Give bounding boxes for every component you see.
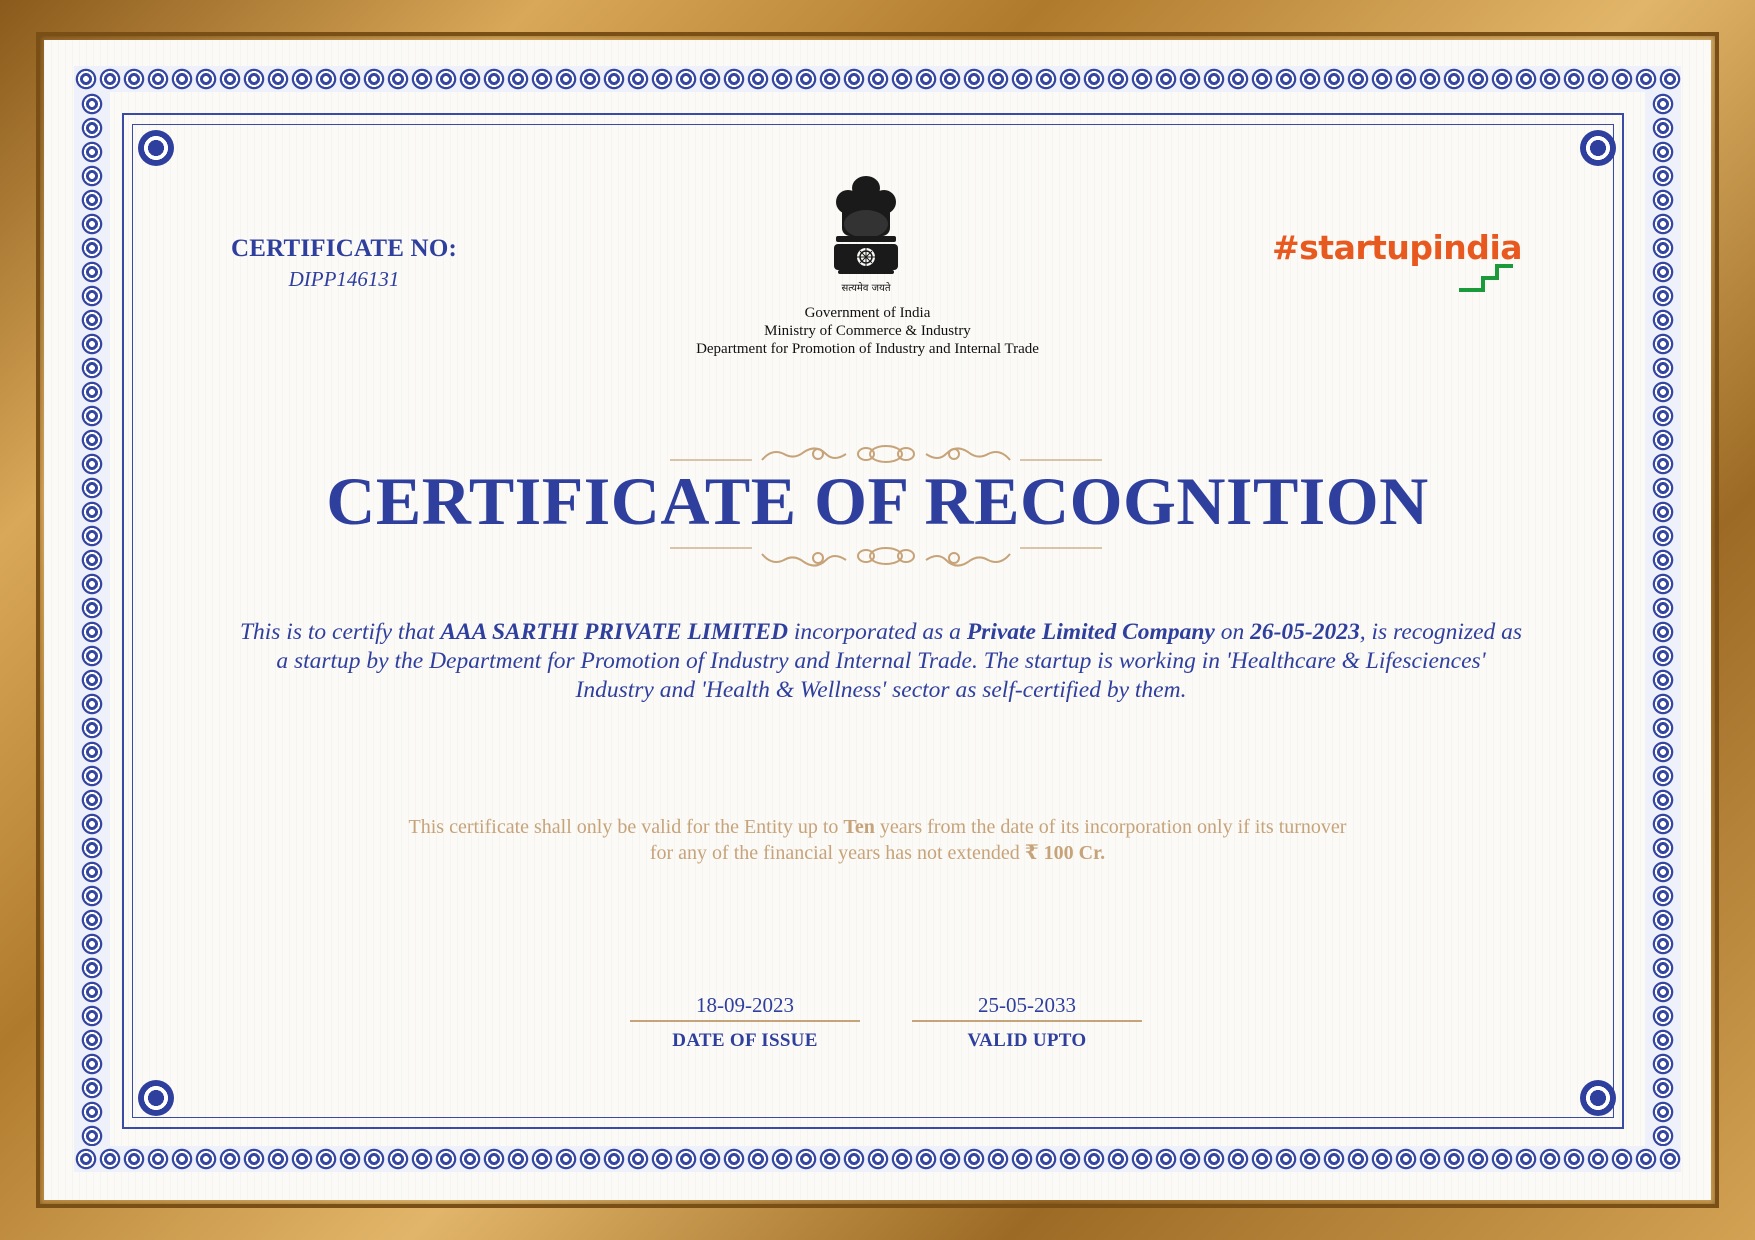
valid-upto-label: VALID UPTO	[967, 1030, 1087, 1051]
ornament-border-bottom	[74, 1146, 1681, 1172]
corner-ornament-icon	[138, 1080, 174, 1116]
corner-ornament-icon	[1580, 1080, 1616, 1116]
emblem-motto: सत्यमेव जयते	[841, 283, 891, 294]
turnover-limit: ₹ 100 Cr.	[1024, 842, 1106, 864]
statement-text-3: on	[1214, 619, 1251, 645]
valid-upto-divider	[912, 1020, 1142, 1022]
issue-date-divider	[630, 1020, 860, 1022]
certificate-number-value: DIPP146131	[288, 267, 400, 291]
bottom-flourish-icon	[670, 540, 1102, 568]
validity-text-1: This certificate shall only be valid for the Entity up to	[408, 816, 844, 838]
issuer-line-1: Government of India	[804, 305, 931, 321]
statement-text-2: incorporated as a	[787, 619, 967, 645]
statement-text-1: This is to certify that	[239, 619, 441, 645]
ornament-border-top	[74, 66, 1681, 92]
corner-ornament-icon	[1580, 130, 1616, 166]
issue-date-block	[630, 990, 860, 1052]
ornament-border-right	[1645, 92, 1681, 1146]
issuer-line-2: Ministry of Commerce & Industry	[764, 323, 971, 339]
staircase-icon	[1457, 264, 1519, 294]
validity-years: Ten	[843, 816, 875, 838]
issue-date-value: 18-09-2023	[696, 993, 794, 1017]
startup-india-logo-tail: ia	[1489, 228, 1523, 267]
issuer-line-3: Department for Promotion of Industry and Internal Trade	[696, 341, 1039, 357]
issue-date-label: DATE OF ISSUE	[672, 1030, 818, 1051]
statement-text-4: , is recognized as a startup by the Department for Promotion of Industry and Internal Trade. The startup is working in 'Healthcare & Lifesciences' Industry and 'Health & Wellness' sector as self-certified by them.	[276, 619, 1523, 703]
national-emblem-icon	[826, 170, 906, 300]
incorporation-date: 26-05-2023	[1250, 619, 1360, 645]
certification-statement	[236, 618, 1526, 705]
valid-upto-value: 25-05-2033	[978, 993, 1076, 1017]
ornament-border-left	[74, 92, 110, 1146]
valid-upto-block	[912, 990, 1142, 1052]
validity-note	[400, 814, 1355, 866]
validity-text-2: years from the date of its incorporation only if its turnover for any of the financial years has not extended	[649, 816, 1347, 864]
company-name: AAA SARTHI PRIVATE LIMITED	[440, 619, 788, 645]
certificate-number-label: CERTIFICATE NO:	[231, 235, 457, 262]
company-type: Private Limited Company	[966, 619, 1215, 645]
corner-ornament-icon	[138, 130, 174, 166]
startup-india-logo	[1272, 228, 1532, 298]
startup-india-logo-text: #startupind	[1272, 228, 1490, 267]
certificate-title: CERTIFICATE OF RECOGNITION	[326, 463, 1429, 539]
